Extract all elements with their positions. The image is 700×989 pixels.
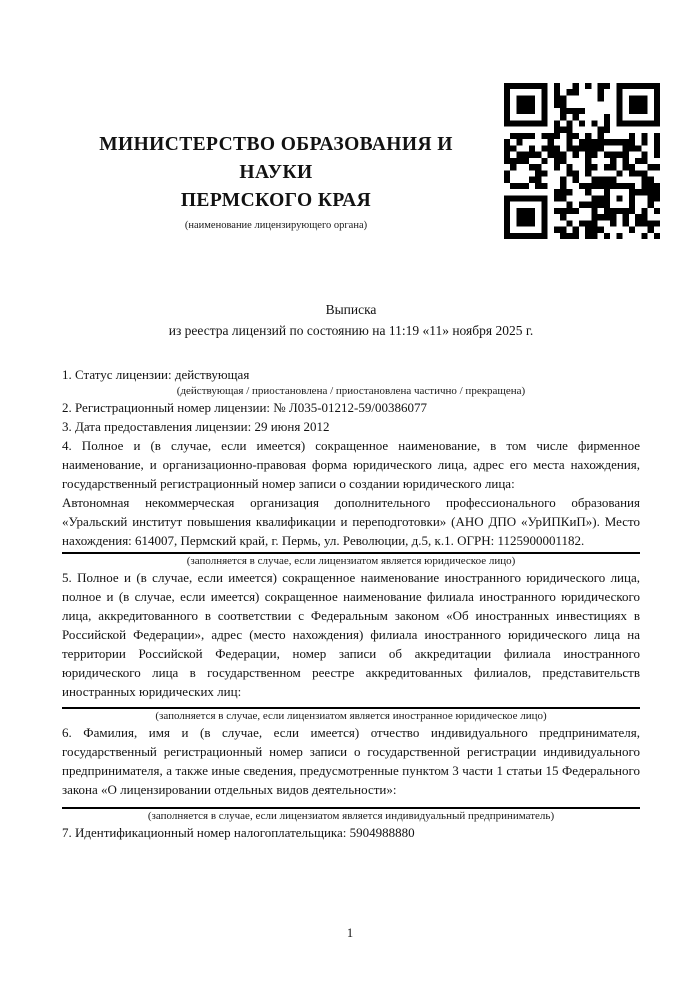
document-body	[62, 365, 640, 842]
document-title	[62, 299, 640, 341]
licensing-authority-header	[62, 131, 490, 232]
qr-code	[504, 82, 660, 240]
item-individual-entrepreneur-prompt: 6. Фамилия, имя и (в случае, если имеется) отчество индивидуального предпринимателя, государственный регистрационный номер записи о государственной регистрации индивидуального предпринимателя, а также иные сведения, предусмотренные пунктом 3 части 1 статьи 15 Федерального закона «О лицензировании отдельных видов деятельности»:	[62, 725, 640, 797]
item-foreign-entity-prompt: 5. Полное и (в случае, если имеется) сокращенное наименование иностранного юридического лица, полное и (в случае, если имеется) сокращенное наименование филиала иностранного юридического лица, аккредитованного в соответствии с Федеральным законом «Об иностранных инвестициях в Российской Федерации», адрес (место нахождения) филиала иностранного юридического лица на территории Российской Федерации, номер записи об аккредитации филиала иностранного юридического лица в государственном реестре аккредитованных филиалов, представительств иностранных юридических лиц:	[62, 570, 640, 699]
item-registration-number: 2. Регистрационный номер лицензии: № Л035-01212-59/00386077	[62, 400, 428, 415]
item-taxpayer-id: 7. Идентификационный номер налогоплательщика: 5904988880	[62, 825, 415, 840]
item-legal-entity-prompt: 4. Полное и (в случае, если имеется) сокращенное наименование, в том числе фирменное наименование, и организационно-правовая форма юридического лица, адрес его места нахождения, государственный регистрационный номер записи о создании юридического лица:	[62, 438, 640, 491]
document-title-line2: из реестра лицензий по состоянию на 11:19 «11» ноября 2025 г.	[168, 323, 534, 338]
item-license-status-caption: (действующая / приостановлена / приостановлена частично / прекращена)	[176, 385, 526, 397]
page-number: 1	[346, 926, 354, 940]
licensing-authority-caption: (наименование лицензирующего органа)	[184, 220, 368, 231]
item-foreign-entity-caption: (заполняется в случае, если лицензиатом является иностранное юридическое лицо)	[155, 710, 547, 722]
item-grant-date: 3. Дата предоставления лицензии: 29 июня 2012	[62, 419, 330, 434]
ministry-name-line2: ПЕРМСКОГО КРАЯ	[180, 190, 372, 211]
item-legal-entity-value: Автономная некоммерческая организация дополнительного профессионального образования «Уральский институт повышения квалификации и переподготовки» (АНО ДПО «УрИПКиП»). Место нахождения: 614007, Пермский край, г. Пермь, ул. Революции, д.5, к.1. ОГРН: 1125900001182.	[62, 495, 640, 548]
ministry-name-line1: МИНИСТЕРСТВО ОБРАЗОВАНИЯ И НАУКИ	[99, 134, 453, 183]
item-individual-entrepreneur-caption: (заполняется в случае, если лицензиатом является индивидуальный предприниматель)	[147, 810, 555, 822]
item-license-status: 1. Статус лицензии: действующая	[62, 367, 250, 382]
document-title-line1: Выписка	[325, 302, 377, 317]
item-legal-entity-caption: (заполняется в случае, если лицензиатом является юридическое лицо)	[186, 555, 516, 567]
